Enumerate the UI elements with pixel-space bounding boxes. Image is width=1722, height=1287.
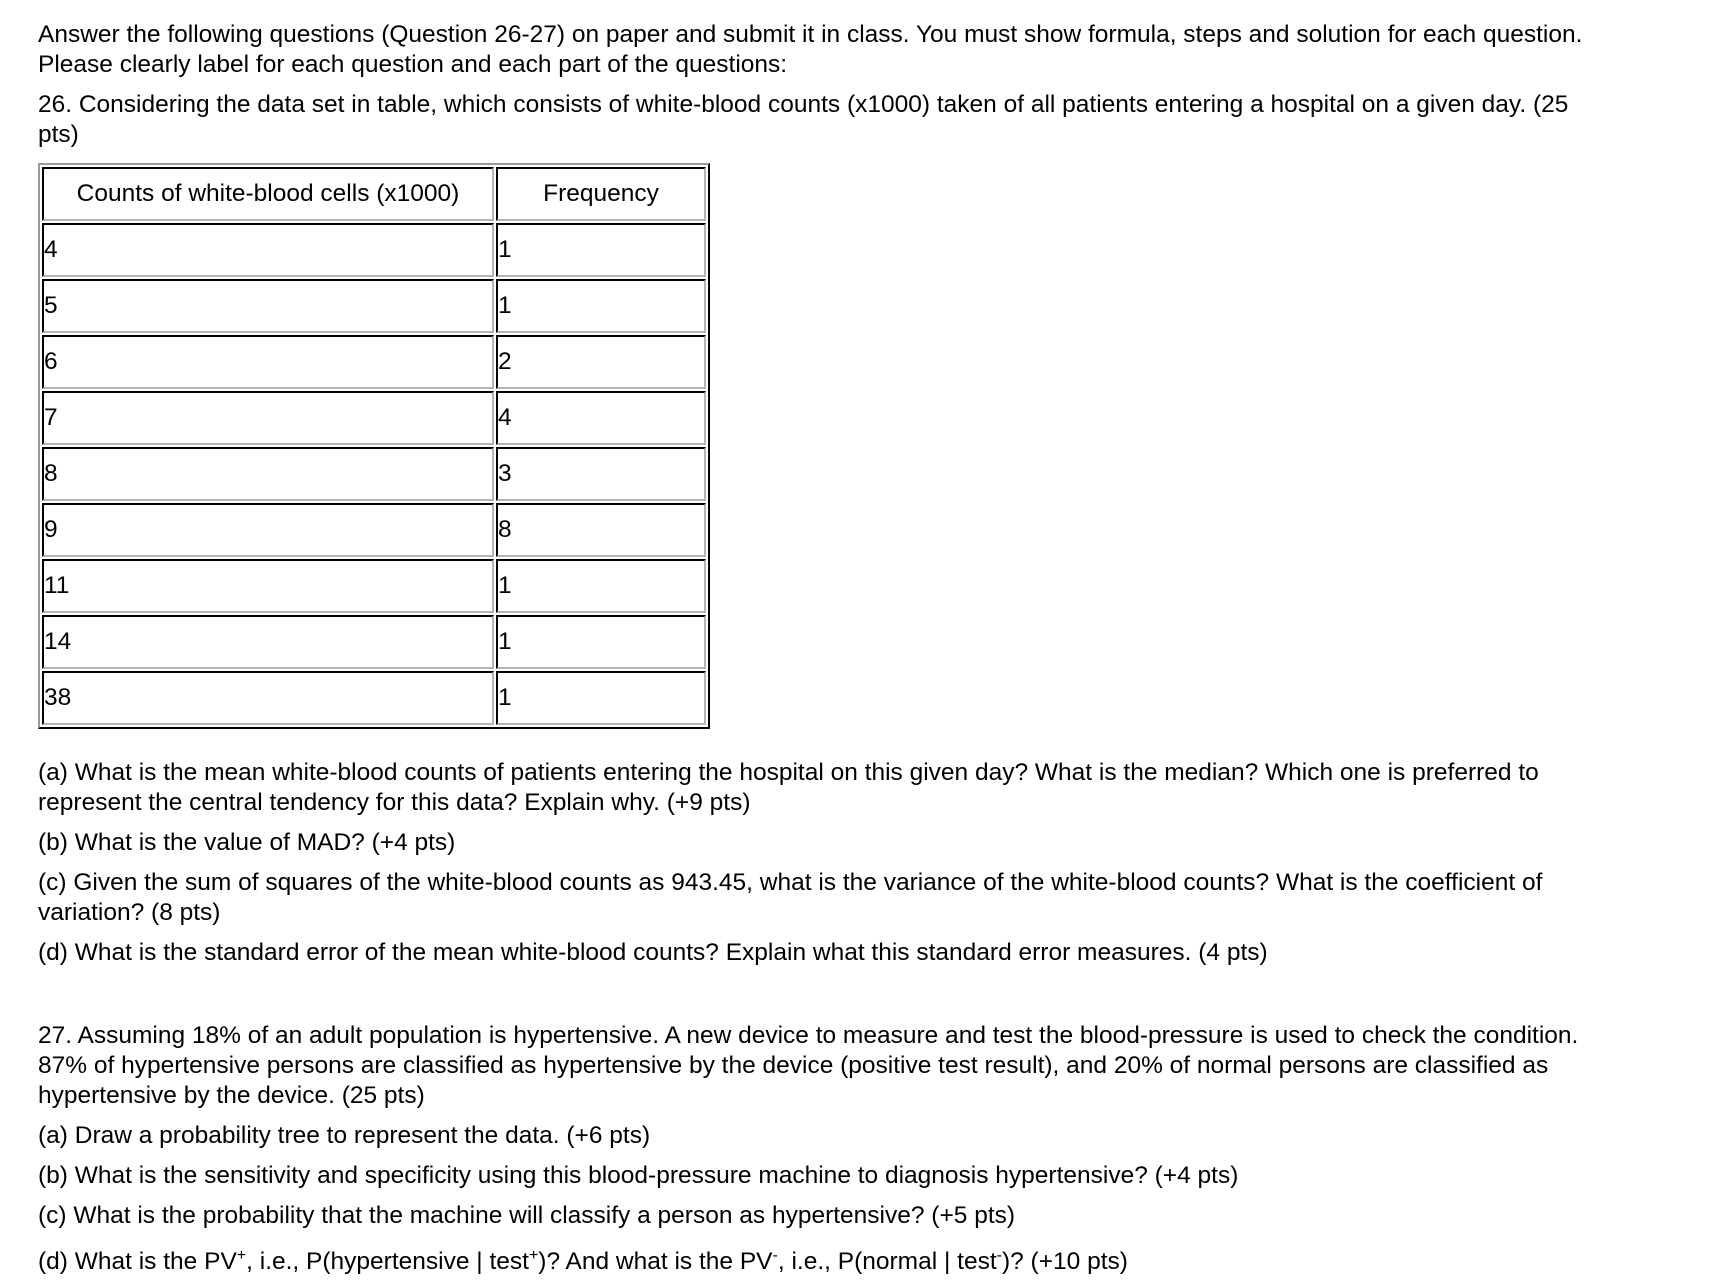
q26-part-b: (b) What is the value of MAD? (+4 pts) — [38, 829, 456, 856]
q27-title-line-1: 27. Assuming 18% of an adult population is hypertensive. A new device to measure and test the blood-pressure is used to check the condition. — [38, 1022, 1579, 1049]
frequency-cell: 1 — [496, 223, 706, 277]
q27-d-text-5: )? (+10 pts) — [1001, 1248, 1128, 1275]
frequency-cell: 1 — [496, 279, 706, 333]
q26-part-a-line-1: (a) What is the mean white-blood counts of patients entering the hospital on this given day? What is the median? Which one is preferred to — [38, 759, 1539, 786]
count-cell: 8 — [42, 447, 494, 501]
count-cell: 9 — [42, 503, 494, 557]
q27-part-c: (c) What is the probability that the machine will classify a person as hypertensive? (+5 pts) — [38, 1202, 1016, 1229]
frequency-cell: 2 — [496, 335, 706, 389]
count-cell: 6 — [42, 335, 494, 389]
count-cell: 5 — [42, 279, 494, 333]
q26-part-d: (d) What is the standard error of the mean white-blood counts? Explain what this standard error measures. (4 pts) — [38, 939, 1268, 966]
frequency-cell: 1 — [496, 559, 706, 613]
table-row — [42, 391, 706, 445]
count-cell: 4 — [42, 223, 494, 277]
q27-title-line-3: hypertensive by the device. (25 pts) — [38, 1082, 425, 1109]
count-cell: 38 — [42, 671, 494, 725]
count-cell: 7 — [42, 391, 494, 445]
frequency-cell: 3 — [496, 447, 706, 501]
q27-part-d — [38, 1247, 1688, 1277]
table-row — [42, 447, 706, 501]
table-row — [42, 671, 706, 725]
frequency-cell: 4 — [496, 391, 706, 445]
intro-line-1: Answer the following questions (Question 26-27) on paper and submit it in class. You must show formula, steps and solution for each question. — [38, 21, 1583, 48]
q27-d-text-3: )? And what is the PV — [538, 1248, 773, 1275]
table-row — [42, 223, 706, 277]
count-cell: 14 — [42, 615, 494, 669]
q27-d-text-1: (d) What is the PV — [38, 1248, 237, 1275]
q26-part-c-line-1: (c) Given the sum of squares of the white-blood counts as 943.45, what is the variance of the white-blood counts? What is the coefficient of — [38, 869, 1543, 896]
count-cell: 11 — [42, 559, 494, 613]
q27-d-text-4: , i.e., P(normal | test — [777, 1248, 997, 1275]
table-row — [42, 615, 706, 669]
q26-part-a-line-2: represent the central tendency for this data? Explain why. (+9 pts) — [38, 789, 751, 816]
q26-part-c-line-2: variation? (8 pts) — [38, 899, 221, 926]
q26-title — [38, 90, 1688, 150]
table-row — [42, 559, 706, 613]
q27-part-a: (a) Draw a probability tree to represent the data. (+6 pts) — [38, 1122, 651, 1149]
q27-d-sup-1: + — [236, 1246, 247, 1264]
q27-d-text-2: , i.e., P(hypertensive | test — [246, 1248, 529, 1275]
instructions-block — [38, 20, 1688, 160]
header-frequency: Frequency — [496, 167, 706, 221]
q26-parts — [38, 758, 1688, 978]
q26-part-a — [38, 758, 1688, 818]
table-row — [42, 279, 706, 333]
table-row — [42, 503, 706, 557]
q27-block — [38, 1021, 1688, 1287]
header-counts: Counts of white-blood cells (x1000) — [42, 167, 494, 221]
frequency-cell: 8 — [496, 503, 706, 557]
q26-part-c — [38, 868, 1688, 928]
q27-d-sup-3: - — [772, 1246, 778, 1264]
intro-text — [38, 20, 1688, 80]
intro-line-2: Please clearly label for each question and each part of the questions: — [38, 51, 788, 78]
q27-part-b: (b) What is the sensitivity and specificity using this blood-pressure machine to diagnosis hypertensive? (+4 pts) — [38, 1162, 1239, 1189]
table-header-row — [42, 167, 706, 221]
wbc-table-wrapper — [38, 163, 710, 729]
q26-title-line-2: pts) — [38, 121, 79, 148]
frequency-cell: 1 — [496, 615, 706, 669]
frequency-cell: 1 — [496, 671, 706, 725]
q27-d-sup-4: - — [996, 1246, 1002, 1264]
q27-title — [38, 1021, 1688, 1111]
wbc-frequency-table — [38, 163, 710, 729]
table-row — [42, 335, 706, 389]
q27-d-sup-2: + — [528, 1246, 539, 1264]
q27-title-line-2: 87% of hypertensive persons are classified as hypertensive by the device (positive test result), and 20% of normal persons are classified as — [38, 1052, 1549, 1079]
q26-title-line-1: 26. Considering the data set in table, which consists of white-blood counts (x1000) taken of all patients entering a hospital on a given day. (25 — [38, 91, 1569, 118]
